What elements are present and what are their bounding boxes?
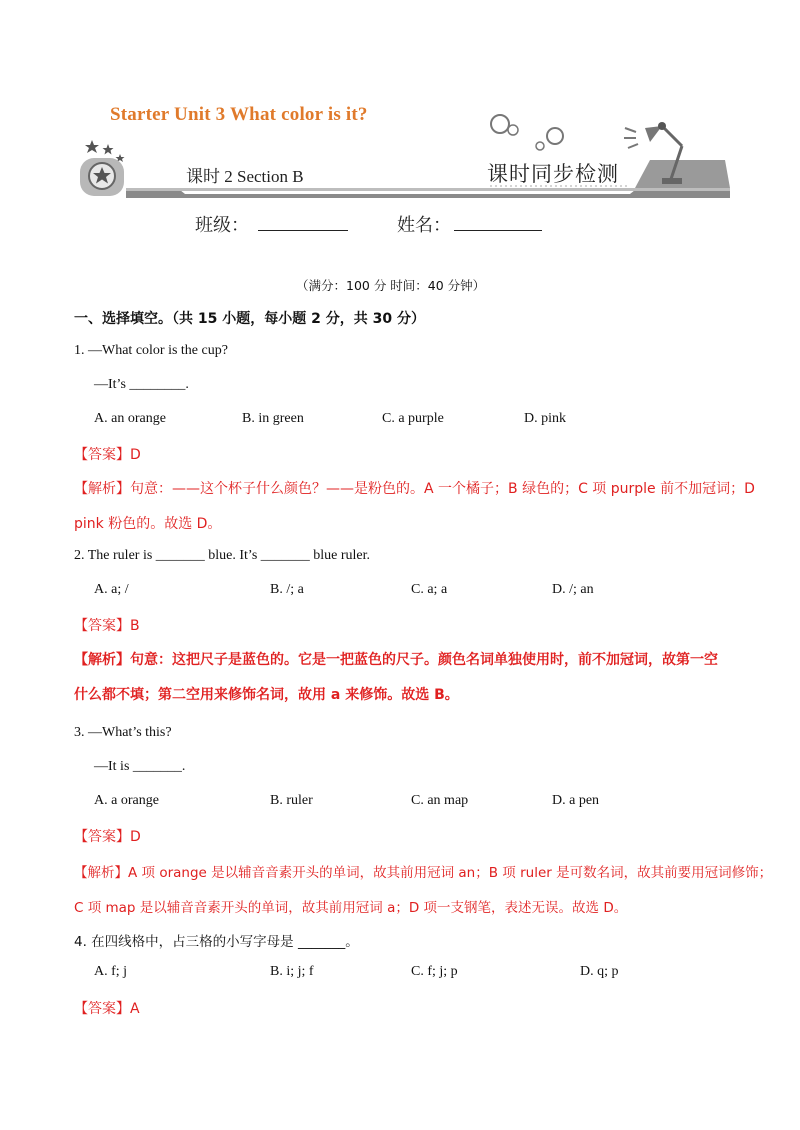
option-a: A. a; / [94, 582, 129, 597]
option-b: B. in green [242, 411, 304, 426]
analysis-line-1: 【解析】A 项 orange 是以辅音音素开头的单词，故其前用冠词 an；B 项 ruler 是可数名词，故其前要用冠词修饰； [74, 865, 773, 881]
option-d: D. q; p [580, 964, 619, 979]
page-title: Starter Unit 3 What color is it? [110, 104, 368, 125]
score-info: （满分：100 分 时间：40 分钟） [296, 278, 486, 293]
answer-label: 【答案】D [74, 829, 141, 845]
question-stem-reply: —It’s ________. [94, 377, 189, 392]
banner-title: 课时同步检测 [487, 162, 619, 186]
option-c: C. a; a [411, 582, 448, 597]
analysis-line-2: 什么都不填；第二空用来修饰名词，故用 a 来修饰。故选 B。 [74, 687, 459, 703]
option-d: D. /; an [552, 582, 594, 597]
class-blank [258, 230, 348, 231]
section-heading: 一、选择填空。（共 15 小题，每小题 2 分，共 30 分） [74, 311, 425, 327]
name-blank [454, 230, 542, 231]
option-b: B. i; j; f [270, 964, 314, 979]
analysis-line-1: 【解析】句意：这把尺子是蓝色的。它是一把蓝色的尺子。颜色名词单独使用时，前不加冠词，故第一空 [74, 652, 718, 668]
option-c: C. a purple [382, 411, 444, 426]
question-stem: 4. 在四线格中，占三格的小写字母是 _______。 [74, 934, 359, 950]
answer-label: 【答案】D [74, 447, 141, 463]
option-d: D. pink [524, 411, 566, 426]
analysis-line-1: 【解析】句意：——这个杯子什么颜色？——是粉色的。A 一个橘子；B 绿色的；C 项 purple 前不加冠词；D [74, 481, 755, 497]
star-icon [103, 144, 114, 155]
option-a: A. an orange [94, 411, 166, 426]
question-stem: 2. The ruler is _______ blue. It’s _______ blue ruler. [74, 548, 371, 563]
answer-label: 【答案】A [74, 1001, 140, 1017]
option-b: B. /; a [270, 582, 304, 597]
answer-label: 【答案】B [74, 618, 140, 634]
option-c: C. f; j; p [411, 964, 458, 979]
analysis-line-2: C 项 map 是以辅音音素开头的单词，故其前用冠词 a；D 项一支钢笔，表述无误。故选 D。 [74, 900, 628, 916]
option-a: A. f; j [94, 964, 128, 979]
header-banner [70, 108, 730, 198]
question-stem: 3. —What’s this? [74, 725, 172, 740]
question-stem: 1. —What color is the cup? [74, 343, 228, 358]
lesson-label: 课时 2 Section B [186, 167, 304, 186]
star-icon [85, 140, 99, 153]
option-c: C. an map [411, 793, 469, 808]
option-a: A. a orange [94, 793, 159, 808]
class-label: 班级： [195, 215, 249, 236]
name-label: 姓名： [397, 215, 451, 236]
question-stem-reply: —It is _______. [94, 759, 186, 774]
analysis-line-2: pink 粉色的。故选 D。 [74, 516, 222, 532]
option-b: B. ruler [270, 793, 313, 808]
option-d: D. a pen [552, 793, 600, 808]
